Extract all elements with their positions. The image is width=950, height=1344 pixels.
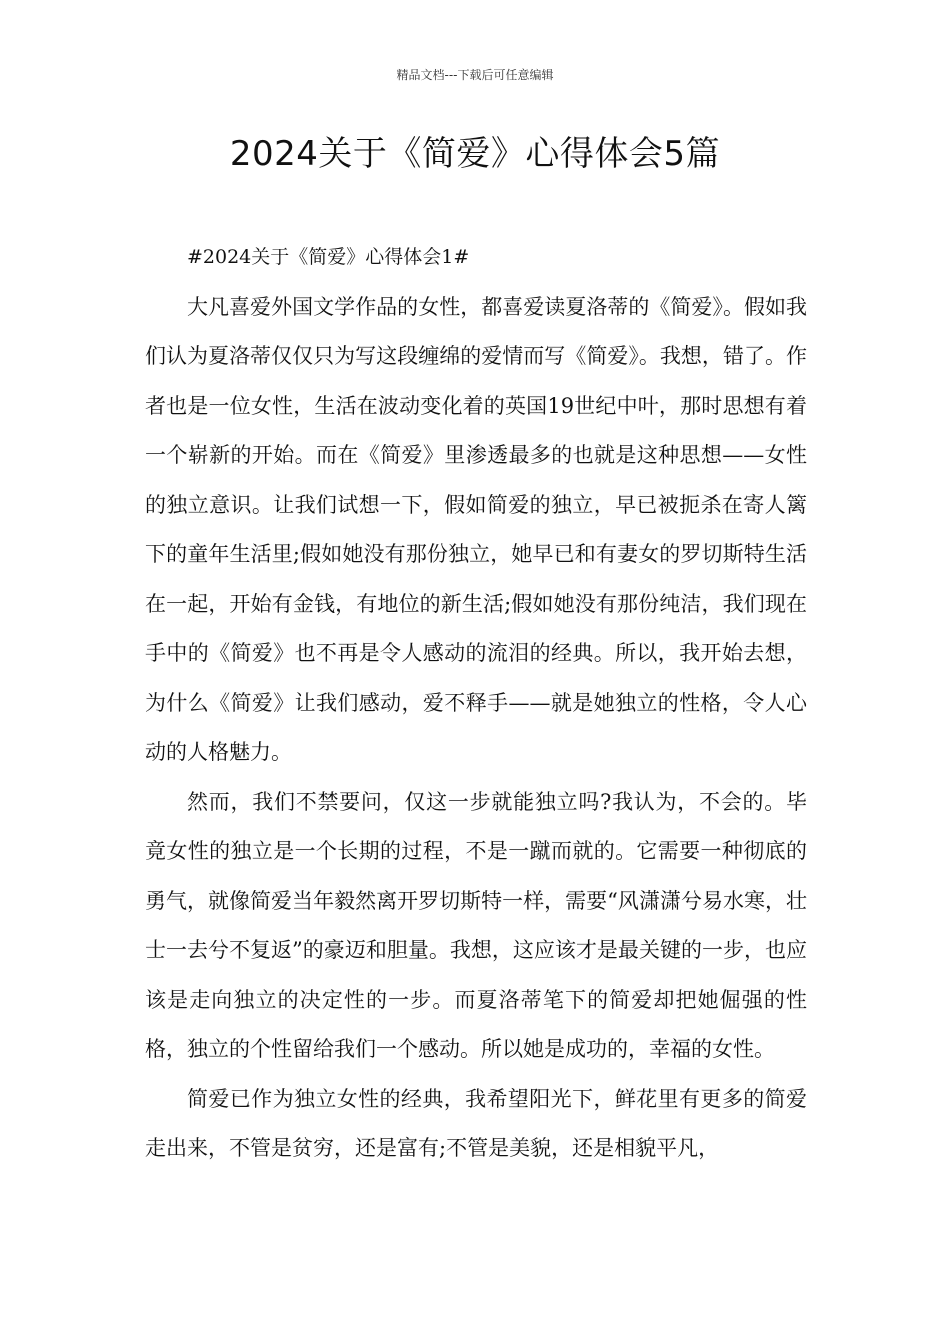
document-body <box>145 233 807 1174</box>
document-title: 2024关于《简爱》心得体会5篇 <box>229 134 721 174</box>
section-heading: #2024关于《简爱》心得体会1# <box>187 246 470 268</box>
paragraph-1: 大凡喜爱外国文学作品的女性，都喜爱读夏洛蒂的《简爱》。假如我们认为夏洛蒂仅仅只为写这段缠绵的爱情而写《简爱》。我想，错了。作者也是一位女性，生活在波动变化着的英国19世纪中叶，那时思想有着一个崭新的开始。而在《简爱》里渗透最多的也就是这种思想——女性的独立意识。让我们试想一下，假如简爱的独立，早已被扼杀在寄人篱下的童年生活里;假如她没有那份独立，她早已和有妻女的罗切斯特生活在一起，开始有金钱，有地位的新生活;假如她没有那份纯洁，我们现在手中的《简爱》也不再是令人感动的流泪的经典。所以，我开始去想，为什么《简爱》让我们感动，爱不释手——就是她独立的性格，令人心动的人格魅力。 <box>145 294 807 764</box>
paragraph-2: 然而，我们不禁要问，仅这一步就能独立吗?我认为，不会的。毕竟女性的独立是一个长期的过程，不是一蹴而就的。它需要一种彻底的勇气，就像简爱当年毅然离开罗切斯特一样，需要“风潇潇兮易水寒，壮士一去兮不复返”的豪迈和胆量。我想，这应该才是最关键的一步，也应该是走向独立的决定性的一步。而夏洛蒂笔下的简爱却把她倔强的性格，独立的个性留给我们一个感动。所以她是成功的，幸福的女性。 <box>145 789 807 1061</box>
page-header-note: 精品文档---下载后可任意编辑 <box>396 68 554 82</box>
paragraph-3: 简爱已作为独立女性的经典，我希望阳光下，鲜花里有更多的简爱走出来，不管是贫穷，还是富有;不管是美貌，还是相貌平凡， <box>145 1086 807 1160</box>
